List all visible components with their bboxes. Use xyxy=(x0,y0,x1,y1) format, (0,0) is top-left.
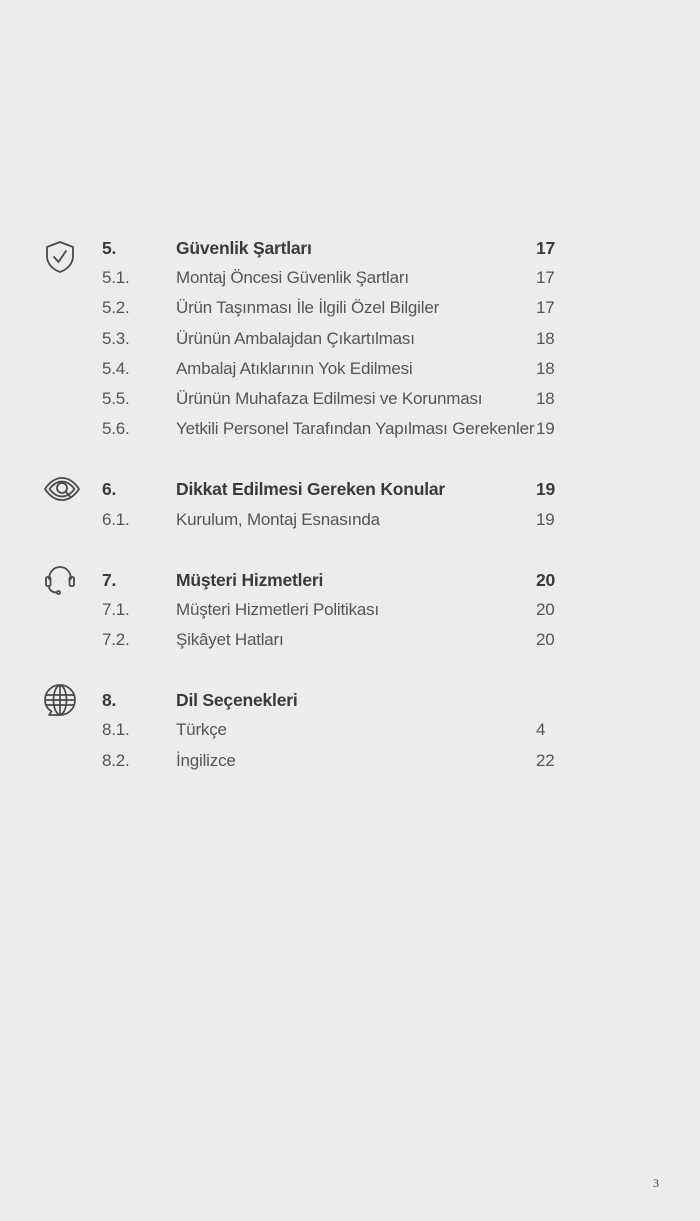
toc-heading[interactable] xyxy=(0,474,700,504)
toc-page: 18 xyxy=(536,388,555,408)
toc-section-5 xyxy=(0,233,700,444)
toc-number: 6. xyxy=(102,479,117,500)
toc-number: 7.2. xyxy=(102,630,130,650)
toc-title: Ürünün Muhafaza Edilmesi ve Korunması xyxy=(176,388,483,408)
toc-title: Türkçe xyxy=(176,720,227,740)
toc-title: Ambalaj Atıklarının Yok Edilmesi xyxy=(176,358,413,378)
toc-item[interactable] xyxy=(0,505,700,535)
toc-page: 17 xyxy=(536,298,555,318)
toc-page: 22 xyxy=(536,750,555,770)
toc-title: Ürünün Ambalajdan Çıkartılması xyxy=(176,328,415,348)
toc-heading[interactable] xyxy=(0,233,700,263)
toc-page: 19 xyxy=(536,509,555,529)
toc-number: 8.2. xyxy=(102,750,130,770)
toc-number: 8. xyxy=(102,690,117,711)
toc-section-8 xyxy=(0,685,700,776)
toc-title: Kurulum, Montaj Esnasında xyxy=(176,509,380,529)
toc-page: 18 xyxy=(536,358,555,378)
toc-item[interactable] xyxy=(0,746,700,776)
toc-heading[interactable] xyxy=(0,565,700,595)
toc-title: Müşteri Hizmetleri Politikası xyxy=(176,599,379,619)
toc-title: Dikkat Edilmesi Gereken Konular xyxy=(176,479,446,500)
table-of-contents xyxy=(0,233,700,806)
toc-page: 20 xyxy=(536,569,556,590)
toc-number: 7.1. xyxy=(102,599,130,619)
toc-title: İngilizce xyxy=(176,750,236,770)
toc-number: 5.1. xyxy=(102,268,130,288)
toc-item[interactable] xyxy=(0,354,700,384)
toc-number: 5. xyxy=(102,238,117,258)
toc-item[interactable] xyxy=(0,414,700,444)
toc-number: 6.1. xyxy=(102,509,130,529)
toc-page: 20 xyxy=(536,630,555,650)
toc-heading[interactable] xyxy=(0,685,700,715)
toc-page: 17 xyxy=(536,268,555,288)
toc-item[interactable] xyxy=(0,625,700,655)
toc-title: Güvenlik Şartları xyxy=(176,238,312,258)
toc-number: 5.4. xyxy=(102,358,130,378)
toc-item[interactable] xyxy=(0,595,700,625)
toc-page: 17 xyxy=(536,238,556,258)
toc-number: 5.6. xyxy=(102,419,130,439)
toc-section-7 xyxy=(0,565,700,656)
toc-item[interactable] xyxy=(0,263,700,293)
toc-page: 20 xyxy=(536,599,555,619)
toc-title: Yetkili Personel Tarafından Yapılması Gerekenler xyxy=(176,419,535,439)
toc-title: Şikâyet Hatları xyxy=(176,630,284,650)
toc-item[interactable] xyxy=(0,384,700,414)
toc-item[interactable] xyxy=(0,293,700,323)
toc-section-6 xyxy=(0,474,700,534)
toc-title: Dil Seçenekleri xyxy=(176,690,298,711)
toc-title: Montaj Öncesi Güvenlik Şartları xyxy=(176,268,409,288)
toc-page: 19 xyxy=(536,479,556,500)
toc-title: Ürün Taşınması İle İlgili Özel Bilgiler xyxy=(176,298,440,318)
toc-number: 7. xyxy=(102,569,117,590)
toc-number: 5.2. xyxy=(102,298,130,318)
toc-page: 4 xyxy=(536,720,546,740)
toc-number: 5.5. xyxy=(102,388,130,408)
toc-number: 5.3. xyxy=(102,328,130,348)
toc-item[interactable] xyxy=(0,324,700,354)
toc-page: 19 xyxy=(536,419,555,439)
toc-number: 8.1. xyxy=(102,720,130,740)
toc-page: 18 xyxy=(536,328,555,348)
toc-title: Müşteri Hizmetleri xyxy=(176,569,324,590)
page-number: 3 xyxy=(653,1176,659,1190)
toc-item[interactable] xyxy=(0,715,700,745)
